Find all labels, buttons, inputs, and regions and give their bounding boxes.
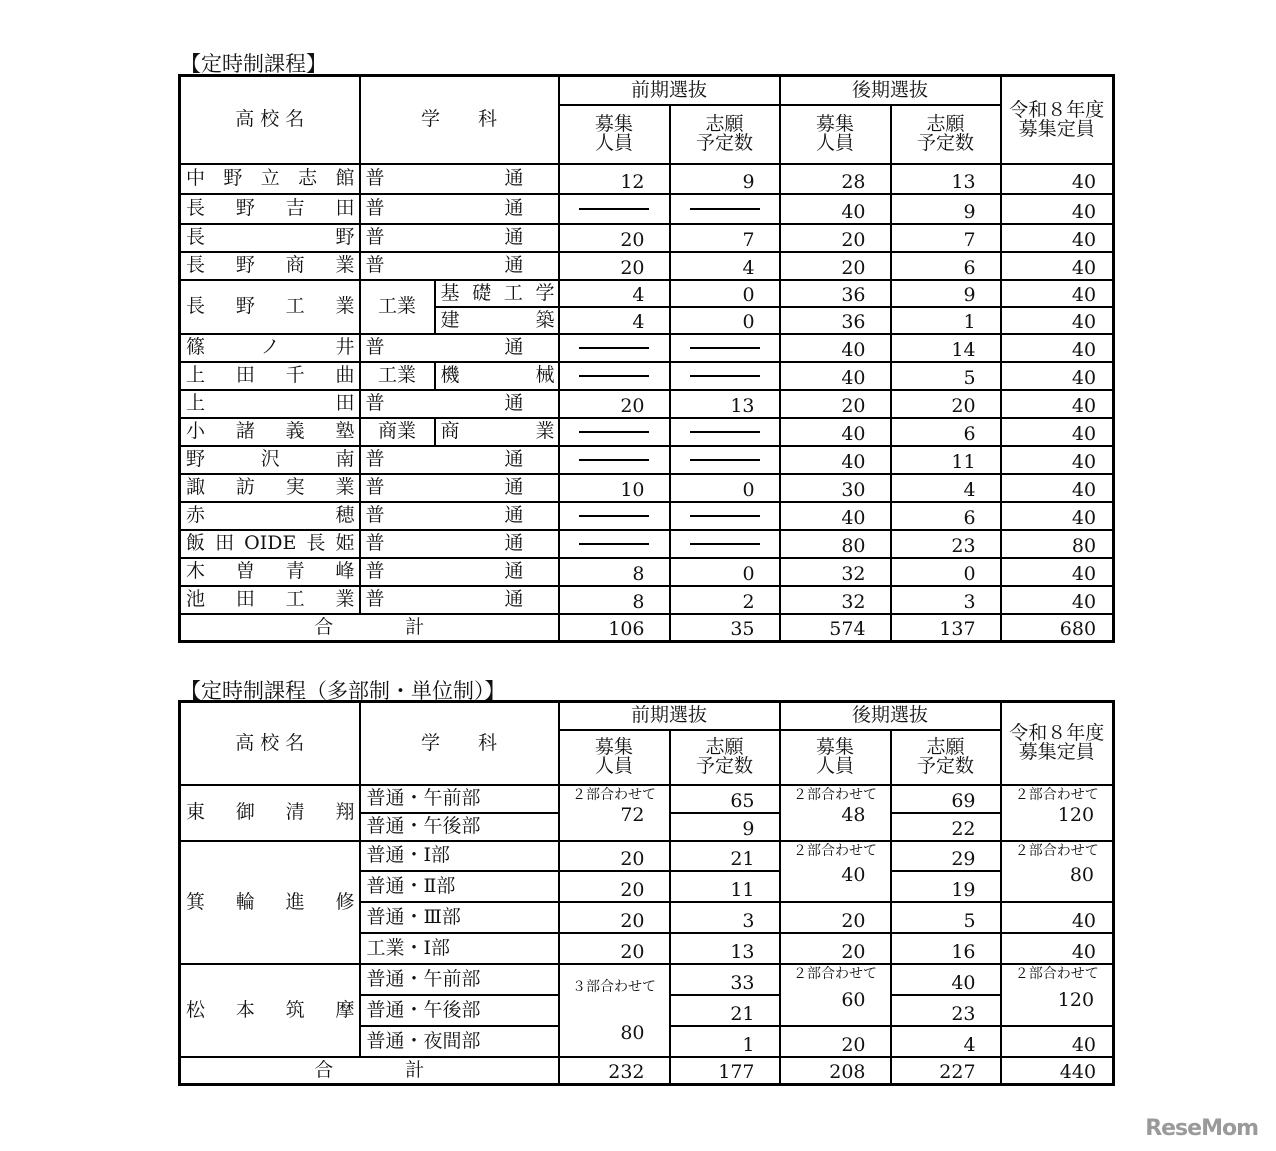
section-title-multi-part: 【定時制課程（多部制・単位制）】 (180, 679, 506, 703)
value-cell: 40 (1001, 224, 1114, 252)
total-row (180, 614, 1114, 642)
value-cell: 19 (891, 871, 1001, 902)
not-applicable-dash (670, 418, 780, 446)
dept-cell: 普通 (360, 558, 559, 586)
combined-cell (559, 785, 670, 841)
dash-line (579, 543, 649, 545)
value-cell: 1 (891, 307, 1001, 334)
not-applicable-dash (559, 530, 670, 558)
combined-cell (780, 785, 891, 841)
value-cell: 40 (1001, 558, 1114, 586)
total-value: 440 (1001, 1057, 1114, 1085)
header-early: 前期選抜 (559, 76, 780, 105)
value-cell: 40 (1001, 334, 1114, 362)
dept-cell: 普通 (360, 194, 559, 224)
not-applicable-dash (670, 194, 780, 224)
value-cell: 28 (780, 164, 891, 194)
value-cell: 30 (780, 474, 891, 502)
school-name: 上田 (180, 390, 360, 418)
value-cell: 29 (891, 841, 1001, 871)
not-applicable-dash (559, 334, 670, 362)
value-cell: 20 (559, 841, 670, 871)
table-row (180, 362, 1114, 390)
header-dept: 学 科 (360, 702, 559, 785)
value-cell: 12 (559, 164, 670, 194)
table-row (180, 558, 1114, 586)
value-cell: 32 (780, 586, 891, 614)
total-label-text: 合計 (314, 1058, 425, 1081)
table-row (180, 474, 1114, 502)
header-early: 前期選抜 (559, 702, 780, 730)
value-cell: 40 (1001, 164, 1114, 194)
value-cell: 40 (1001, 362, 1114, 390)
value-cell: 8 (559, 558, 670, 586)
value-cell: 20 (559, 390, 670, 418)
subdept-cell: 商業 (435, 418, 559, 446)
value-cell: 20 (780, 933, 891, 964)
header-school: 高 校 名 (180, 76, 360, 164)
school-name: 松本筑摩 (180, 964, 360, 1057)
value-cell: 40 (1001, 252, 1114, 280)
dash-line (690, 543, 760, 545)
dept-cell: 普通・午前部 (360, 785, 559, 813)
combined-cell (1001, 964, 1114, 1026)
value-cell: 13 (670, 390, 780, 418)
part-time-table (178, 74, 1115, 643)
total-value: 35 (670, 614, 780, 642)
school-name: 長野商業 (180, 252, 360, 280)
value-cell: 40 (780, 194, 891, 224)
dash-line (690, 515, 760, 517)
combined-value: 60 (841, 988, 866, 1011)
value-cell: 7 (670, 224, 780, 252)
dept-cell: 普通 (360, 530, 559, 558)
value-cell: 9 (891, 280, 1001, 307)
total-value: 208 (780, 1057, 891, 1085)
school-name: 赤穂 (180, 502, 360, 530)
value-cell: 40 (1001, 446, 1114, 474)
dash-line (579, 347, 649, 349)
value-cell: 5 (891, 902, 1001, 933)
value-cell: 5 (891, 362, 1001, 390)
value-cell: 9 (670, 164, 780, 194)
dash-line (690, 431, 760, 433)
dash-line (690, 208, 760, 210)
value-cell: 0 (891, 558, 1001, 586)
dept-cell: 普通 (360, 164, 559, 194)
dept-cell: 普通 (360, 224, 559, 252)
value-cell: 40 (780, 362, 891, 390)
table-row (180, 390, 1114, 418)
value-cell: 16 (891, 933, 1001, 964)
dash-line (579, 459, 649, 461)
not-applicable-dash (670, 446, 780, 474)
dept-cell: 普通・Ⅱ部 (360, 871, 559, 902)
value-cell: 36 (780, 280, 891, 307)
combined-cell (780, 964, 891, 1026)
not-applicable-dash (559, 418, 670, 446)
value-cell: 4 (891, 1026, 1001, 1057)
value-cell: 33 (670, 964, 780, 995)
not-applicable-dash (559, 194, 670, 224)
value-cell: 0 (670, 307, 780, 334)
value-cell: 0 (670, 558, 780, 586)
header-late: 後期選抜 (780, 702, 1001, 730)
dash-line (579, 208, 649, 210)
dash-line (579, 431, 649, 433)
value-cell: 4 (559, 280, 670, 307)
value-cell: 40 (1001, 1026, 1114, 1057)
value-cell: 2 (670, 586, 780, 614)
total-label (180, 614, 559, 642)
total-value: 227 (891, 1057, 1001, 1085)
school-name: 諏訪実業 (180, 474, 360, 502)
value-cell: 40 (1001, 586, 1114, 614)
dept-cell: 普通・午後部 (360, 813, 559, 841)
dept-cell: 普通・午後部 (360, 995, 559, 1026)
value-cell: 80 (780, 530, 891, 558)
value-cell: 40 (1001, 502, 1114, 530)
table-row (180, 280, 1114, 307)
not-applicable-dash (670, 334, 780, 362)
value-cell: 4 (891, 474, 1001, 502)
value-cell: 40 (780, 502, 891, 530)
value-cell: 20 (559, 252, 670, 280)
value-cell: 1 (670, 1026, 780, 1057)
total-value: 106 (559, 614, 670, 642)
value-cell: 21 (670, 995, 780, 1026)
table-row (180, 502, 1114, 530)
dept-cell: 普通・Ⅲ部 (360, 902, 559, 933)
table-row (180, 164, 1114, 194)
school-name: 小諸義塾 (180, 418, 360, 446)
combined-note: ３部合わせて (572, 978, 656, 995)
value-cell: 40 (1001, 418, 1114, 446)
dash-line (690, 375, 760, 377)
watermark-text: ReseMom (1145, 1116, 1258, 1141)
header-late: 後期選抜 (780, 76, 1001, 105)
dept-cell: 普通 (360, 252, 559, 280)
header-late-planned: 志願 予定数 (891, 730, 1001, 785)
combined-value: 48 (841, 803, 866, 826)
table-row (180, 446, 1114, 474)
value-cell: 65 (670, 785, 780, 813)
total-value: 177 (670, 1057, 780, 1085)
value-cell: 32 (780, 558, 891, 586)
value-cell: 6 (891, 418, 1001, 446)
value-cell: 9 (670, 813, 780, 841)
value-cell: 40 (780, 334, 891, 362)
value-cell: 20 (780, 224, 891, 252)
dept-cell: 工業・Ⅰ部 (360, 933, 559, 964)
not-applicable-dash (670, 502, 780, 530)
value-cell: 40 (1001, 902, 1114, 933)
value-cell: 36 (780, 307, 891, 334)
dept-cell: 普通 (360, 502, 559, 530)
combined-cell (1001, 785, 1114, 841)
total-value: 574 (780, 614, 891, 642)
school-name: 木曽青峰 (180, 558, 360, 586)
value-cell: 80 (1001, 530, 1114, 558)
header-early-planned: 志願 予定数 (670, 105, 780, 164)
combined-note: ２部合わせて (793, 786, 878, 803)
combined-value: 120 (1057, 988, 1095, 1011)
value-cell: 22 (891, 813, 1001, 841)
combined-note: ２部合わせて (1014, 786, 1099, 803)
table-row (180, 224, 1114, 252)
header-quota: 令和８年度 募集定員 (1001, 76, 1114, 164)
value-cell: 9 (891, 194, 1001, 224)
dept-cell: 普通 (360, 586, 559, 614)
value-cell: 8 (559, 586, 670, 614)
subdept-cell: 基礎工学 (435, 280, 559, 307)
school-name: 池田工業 (180, 586, 360, 614)
combined-cell (780, 841, 891, 902)
dept-cell: 普通・Ⅰ部 (360, 841, 559, 871)
value-cell: 11 (670, 871, 780, 902)
value-cell: 40 (1001, 933, 1114, 964)
table-row (180, 252, 1114, 280)
value-cell: 40 (1001, 280, 1114, 307)
dept-cell: 商業 (360, 418, 435, 446)
value-cell: 20 (780, 902, 891, 933)
table-row (180, 586, 1114, 614)
value-cell: 7 (891, 224, 1001, 252)
value-cell: 40 (1001, 474, 1114, 502)
value-cell: 4 (670, 252, 780, 280)
header-dept: 学 科 (360, 76, 559, 164)
subdept-cell: 機械 (435, 362, 559, 390)
value-cell: 20 (891, 390, 1001, 418)
school-name: 飯田OIDE長姫 (180, 530, 360, 558)
dept-cell: 工業 (360, 362, 435, 390)
school-name: 長野工業 (180, 280, 360, 334)
table-row (180, 530, 1114, 558)
combined-value: 80 (1069, 863, 1095, 886)
header-school: 高 校 名 (180, 702, 360, 785)
school-name: 上田千曲 (180, 362, 360, 390)
not-applicable-dash (670, 362, 780, 390)
not-applicable-dash (559, 362, 670, 390)
value-cell: 20 (559, 933, 670, 964)
combined-note: ２部合わせて (793, 965, 878, 982)
value-cell: 20 (780, 1026, 891, 1057)
value-cell: 3 (891, 586, 1001, 614)
table-row (180, 418, 1114, 446)
combined-cell (559, 964, 670, 1057)
value-cell: 20 (780, 390, 891, 418)
header-early-recruit: 募集 人員 (559, 730, 670, 785)
combined-note: ２部合わせて (1014, 842, 1099, 859)
school-name: 長野吉田 (180, 194, 360, 224)
value-cell: 40 (780, 446, 891, 474)
header-quota: 令和８年度 募集定員 (1001, 702, 1114, 785)
value-cell: 6 (891, 252, 1001, 280)
school-name: 篠ノ井 (180, 334, 360, 362)
dept-cell: 普通 (360, 474, 559, 502)
value-cell: 0 (670, 474, 780, 502)
dept-cell: 普通 (360, 446, 559, 474)
header-late-recruit: 募集 人員 (780, 105, 891, 164)
value-cell: 21 (670, 841, 780, 871)
value-cell: 14 (891, 334, 1001, 362)
school-name: 東御清翔 (180, 785, 360, 841)
value-cell: 40 (1001, 390, 1114, 418)
header-early-planned: 志願 予定数 (670, 730, 780, 785)
combined-note: ２部合わせて (1014, 965, 1099, 982)
resemom-watermark (1145, 1116, 1258, 1141)
combined-value: 72 (620, 803, 645, 826)
value-cell: 0 (670, 280, 780, 307)
not-applicable-dash (559, 502, 670, 530)
value-cell: 69 (891, 785, 1001, 813)
total-value: 137 (891, 614, 1001, 642)
combined-cell (1001, 841, 1114, 902)
value-cell: 4 (559, 307, 670, 334)
total-value: 232 (559, 1057, 670, 1085)
value-cell: 20 (559, 871, 670, 902)
value-cell: 23 (891, 995, 1001, 1026)
value-cell: 20 (559, 902, 670, 933)
dept-cell: 普通・夜間部 (360, 1026, 559, 1057)
dash-line (579, 375, 649, 377)
combined-note: ２部合わせて (572, 786, 656, 803)
school-name: 箕輪進修 (180, 841, 360, 964)
combined-note: ２部合わせて (793, 842, 878, 859)
school-name: 長野 (180, 224, 360, 252)
combined-value: 40 (841, 863, 866, 886)
combined-value: 80 (620, 1021, 645, 1044)
header-late-recruit: 募集 人員 (780, 730, 891, 785)
header-late-planned: 志願 予定数 (891, 105, 1001, 164)
dept-cell: 普通 (360, 390, 559, 418)
value-cell: 13 (891, 164, 1001, 194)
dept-cell: 普通・午前部 (360, 964, 559, 995)
combined-value: 120 (1057, 803, 1095, 826)
dash-line (690, 347, 760, 349)
value-cell: 6 (891, 502, 1001, 530)
value-cell: 13 (670, 933, 780, 964)
value-cell: 40 (891, 964, 1001, 995)
multi-part-table (178, 700, 1115, 1086)
not-applicable-dash (670, 530, 780, 558)
total-label-text: 合計 (314, 615, 425, 638)
subdept-cell: 建築 (435, 307, 559, 334)
value-cell: 40 (1001, 194, 1114, 224)
school-name: 中野立志館 (180, 164, 360, 194)
value-cell: 40 (780, 418, 891, 446)
total-label (180, 1057, 559, 1085)
value-cell: 10 (559, 474, 670, 502)
table-row (180, 334, 1114, 362)
value-cell: 11 (891, 446, 1001, 474)
value-cell: 3 (670, 902, 780, 933)
value-cell: 20 (780, 252, 891, 280)
section-title-part-time: 【定時制課程】 (180, 52, 327, 76)
dept-cell: 普通 (360, 334, 559, 362)
dash-line (690, 459, 760, 461)
dept-cell: 工業 (360, 280, 435, 334)
header-early-recruit: 募集 人員 (559, 105, 670, 164)
total-value: 680 (1001, 614, 1114, 642)
value-cell: 40 (1001, 307, 1114, 334)
dash-line (579, 515, 649, 517)
value-cell: 20 (559, 224, 670, 252)
school-name: 野沢南 (180, 446, 360, 474)
value-cell: 23 (891, 530, 1001, 558)
not-applicable-dash (559, 446, 670, 474)
table-row (180, 194, 1114, 224)
